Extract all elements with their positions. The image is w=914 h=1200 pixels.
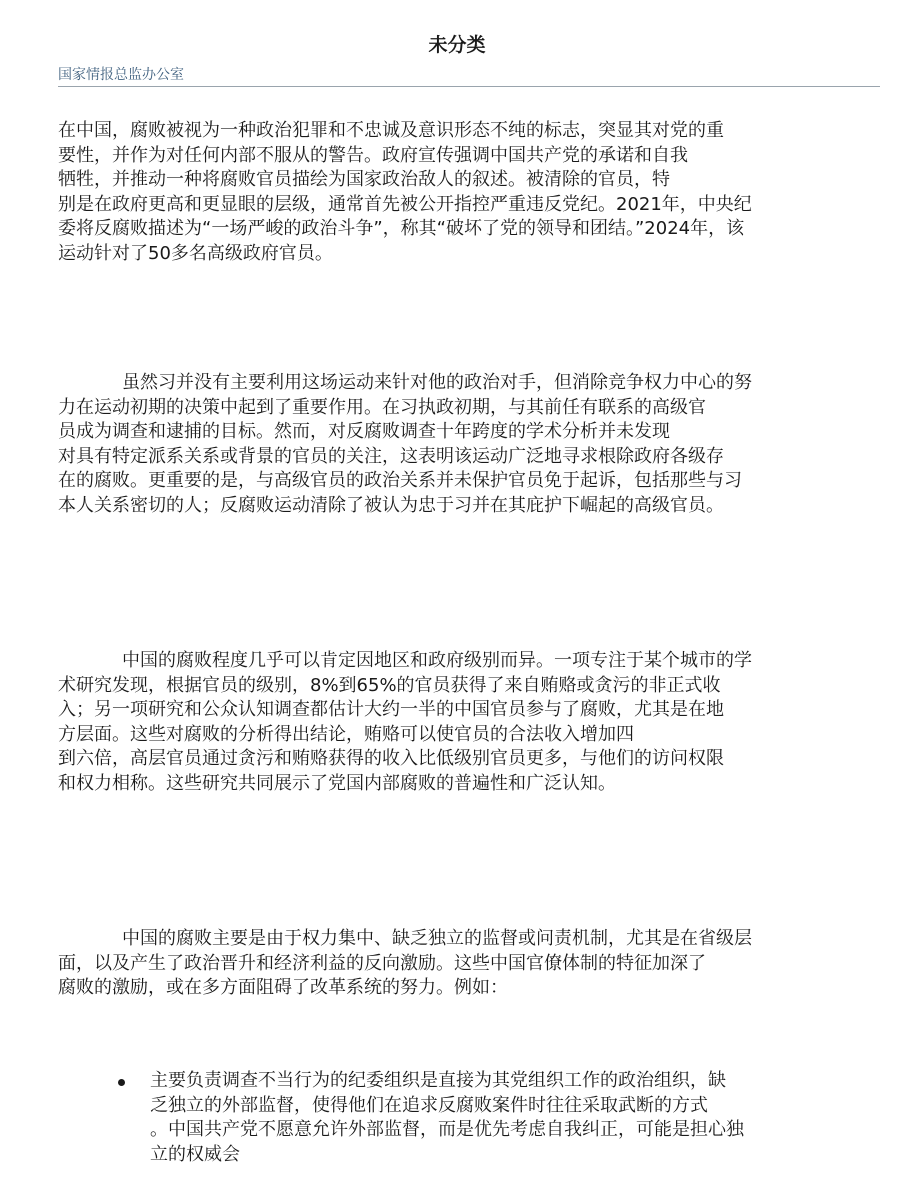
text-line: 运动针对了50多名高级政府官员。 [58, 242, 333, 264]
text-line: 牺牲，并推动一种将腐败官员描绘为国家政治敌人的叙述。被清除的官员，特 [58, 169, 670, 190]
text-line: 中国的腐败主要是由于权力集中、缺乏独立的监督或问责机制，尤其是在省级层 [122, 928, 752, 949]
paragraph-4 [58, 927, 878, 1001]
text-line: 在的腐败。更重要的是，与高级官员的政治关系并未保护官员免于起诉，包括那些与习 [58, 470, 742, 491]
text-line: 力在运动初期的决策中起到了重要作用。在习执政初期，与其前任有联系的高级官 [58, 396, 706, 418]
text-line: 和权力相称。这些研究共同展示了党国内部腐败的普遍性和广泛认知。 [58, 772, 616, 794]
text-line: 腐败的激励，或在多方面阻碍了改革系统的努力。例如： [58, 977, 508, 998]
text-line: 。中国共产党不愿意允许外部监督，而是优先考虑自我纠正，可能是担心独 [150, 1119, 744, 1140]
bullet-icon [118, 1079, 125, 1086]
text-line: 本人关系密切的人；反腐败运动清除了被认为忠于习并在其庇护下崛起的高级官员。 [58, 494, 724, 516]
text-line: 乏独立的外部监督，使得他们在追求反腐败案件时往往采取武断的方式 [150, 1094, 708, 1116]
classification-marking: 未分类 [428, 34, 486, 56]
text-line: 主要负责调查不当行为的纪委组织是直接为其党组织工作的政治组织，缺 [150, 1070, 726, 1091]
text-line: 到六倍，高层官员通过贪污和贿赂获得的收入比低级别官员更多，与他们的访问权限 [58, 748, 724, 769]
text-line: 虽然习并没有主要利用这场运动来针对他的政治对手，但消除竞争权力中心的努 [122, 372, 752, 393]
text-line: 入；另一项研究和公众认知调查都估计大约一半的中国官员参与了腐败，尤其是在地 [58, 699, 724, 720]
paragraph-1 [58, 119, 878, 266]
text-line: 在中国，腐败被视为一种政治犯罪和不忠诚及意识形态不纯的标志，突显其对党的重 [58, 120, 724, 141]
text-line: 委将反腐败描述为“一场严峻的政治斗争”，称其“破坏了党的领导和团结。”2024年，该 [58, 218, 745, 239]
text-line: 员成为调查和逮捕的目标。然而，对反腐败调查十年跨度的学术分析并未发现 [58, 421, 670, 442]
paragraph-3 [58, 649, 878, 796]
issuing-office: 国家情报总监办公室 [58, 67, 184, 83]
paragraph-2 [58, 371, 878, 518]
text-line: 方层面。这些对腐败的分析得出结论，贿赂可以使官员的合法收入增加四 [58, 723, 634, 745]
text-line: 立的权威会 [150, 1143, 240, 1165]
text-line: 面，以及产生了政治晋升和经济利益的反向激励。这些中国官僚体制的特征加深了 [58, 952, 706, 974]
text-line: 要性，并作为对任何内部不服从的警告。政府宣传强调中国共产党的承诺和自我 [58, 144, 688, 166]
header-divider [58, 86, 880, 87]
text-line: 别是在政府更高和更显眼的层级，通常首先被公开指控严重违反党纪。2021年，中央纪 [58, 193, 752, 215]
bullet-text [150, 1069, 870, 1167]
text-line: 对具有特定派系关系或背景的官员的关注，这表明该运动广泛地寻求根除政府各级存 [58, 445, 724, 467]
text-line: 术研究发现，根据官员的级别，8%到65%的官员获得了来自贿赂或贪污的非正式收 [58, 674, 721, 696]
text-line: 中国的腐败程度几乎可以肯定因地区和政府级别而异。一项专注于某个城市的学 [122, 650, 752, 671]
